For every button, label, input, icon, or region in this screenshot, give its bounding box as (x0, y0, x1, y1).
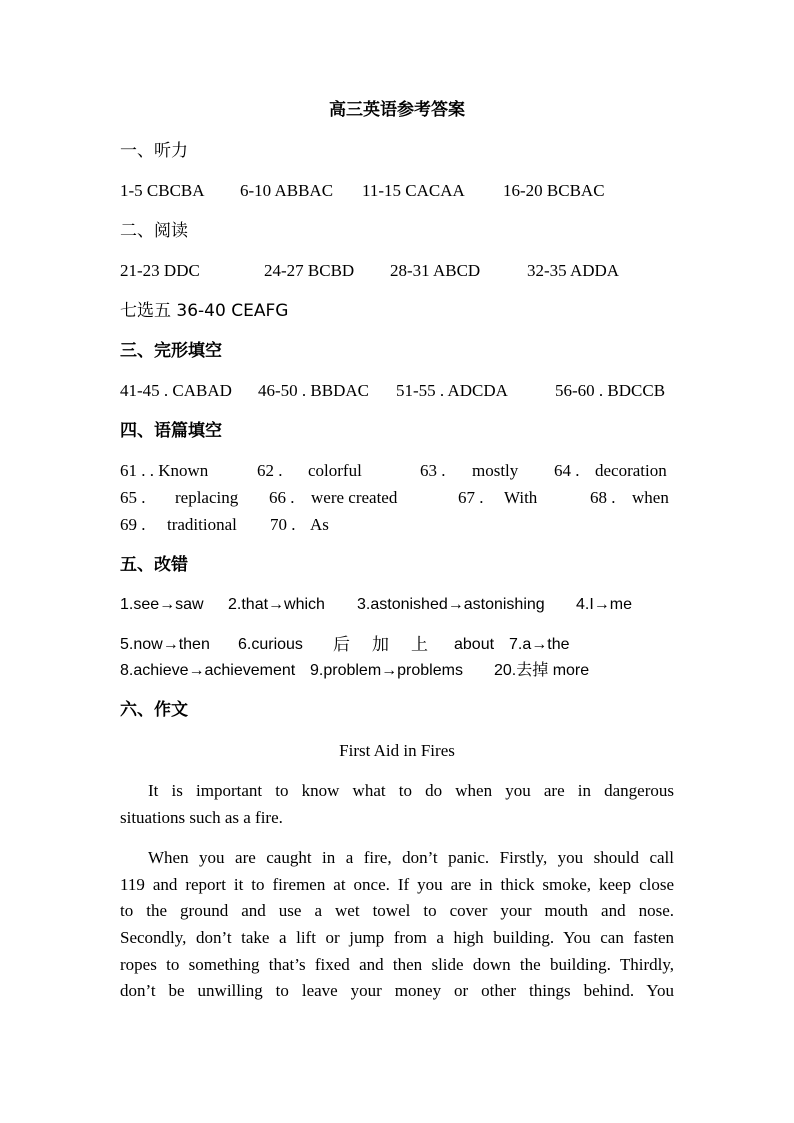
page-title: 高三英语参考答案 (329, 100, 465, 120)
section-heading-cloze: 三、完形填空 (120, 341, 222, 361)
answer-item: mostly (472, 461, 519, 480)
correction-item: 4.I→me (576, 596, 633, 613)
essay-paragraph-2 (120, 845, 674, 1005)
correction-item: 8.achieve→achievement (120, 662, 296, 679)
answer-item: 64 . (554, 461, 580, 480)
correction-item: 7.a→the (509, 636, 570, 653)
section-heading-grammar-fill: 四、语篇填空 (120, 421, 222, 441)
essay-title: First Aid in Fires (339, 741, 455, 760)
section-heading-error-correction: 五、改错 (120, 555, 188, 575)
essay-line: It is important to know what to do when you are in dangerous (148, 781, 674, 800)
correction-item: 3.astonished→astonishing (357, 596, 545, 613)
answer-item: replacing (175, 488, 239, 507)
correction-item: 2.that→which (228, 596, 325, 613)
answer-group: 6-10 ABBAC (240, 181, 334, 200)
answer-group: 24-27 BCBD (264, 261, 355, 280)
essay-line: to the ground and use a wet towel to cover your mouth and nose. (120, 901, 674, 921)
answer-group: 11-15 CACAA (362, 181, 465, 200)
essay-line: situations such as a fire. (120, 807, 283, 827)
correction-item: 9.problem→problems (310, 662, 463, 679)
answer-item: were created (311, 488, 398, 507)
answer-group: 16-20 BCBAC (503, 181, 605, 200)
essay-line: When you are caught in a fire, don’t panic. Firstly, you should call (148, 848, 674, 867)
correction-item: about (454, 636, 495, 653)
seven-choose-five-text: 七选五 36-40 CEAFG (120, 301, 289, 321)
answer-item: 70 . (270, 515, 296, 534)
answer-group: 56-60 . BDCCB (555, 381, 666, 400)
answer-item: 66 . (269, 488, 295, 507)
essay-line: Secondly, don’t take a lift or jump from a high building. You can fasten (120, 928, 674, 948)
answer-group: 51-55 . ADCDA (396, 381, 508, 400)
correction-item: 上 (411, 635, 428, 655)
essay-line: ropes to something that’s fixed and then slide down the building. Thirdly, (120, 954, 674, 974)
answer-group: 28-31 ABCD (390, 261, 481, 280)
answer-item: 68 . (590, 488, 616, 507)
section-heading-reading: 二、阅读 (120, 221, 188, 241)
answer-item: 69 . (120, 515, 146, 534)
answer-item: With (504, 488, 538, 507)
answer-group: 32-35 ADDA (527, 261, 620, 280)
answer-item: decoration (595, 461, 667, 480)
answer-item: 62 . (257, 461, 283, 480)
answer-item: traditional (167, 515, 237, 534)
seven-choose-five-answers (120, 301, 674, 321)
answer-item: when (632, 488, 669, 507)
answer-item: colorful (308, 461, 362, 480)
answer-group: 1-5 CBCBA (120, 181, 205, 200)
essay-paragraph-1 (120, 778, 674, 831)
correction-item: 5.now→then (120, 636, 210, 653)
correction-item: 6.curious (238, 636, 303, 653)
section-heading-writing: 六、作文 (120, 700, 188, 720)
essay-line: don’t be unwilling to leave your money or other things behind. You (120, 981, 674, 1001)
correction-item: 1.see→saw (120, 596, 204, 613)
answer-group: 46-50 . BBDAC (258, 381, 369, 400)
correction-item: 后 (333, 635, 350, 655)
answer-group: 21-23 DDC (120, 261, 200, 280)
correction-item: 加 (372, 635, 389, 655)
answer-group: 41-45 . CABAD (120, 381, 232, 400)
correction-item: 20.去掉 more (494, 662, 590, 679)
answer-item: As (310, 515, 329, 534)
answer-item: 61 . . Known (120, 461, 209, 480)
section-heading-listening: 一、听力 (120, 141, 188, 161)
answer-item: 67 . (458, 488, 484, 507)
answer-item: 65 . (120, 488, 146, 507)
answer-item: 63 . (420, 461, 446, 480)
essay-line: 119 and report it to firemen at once. If you are in thick smoke, keep close (120, 874, 674, 894)
